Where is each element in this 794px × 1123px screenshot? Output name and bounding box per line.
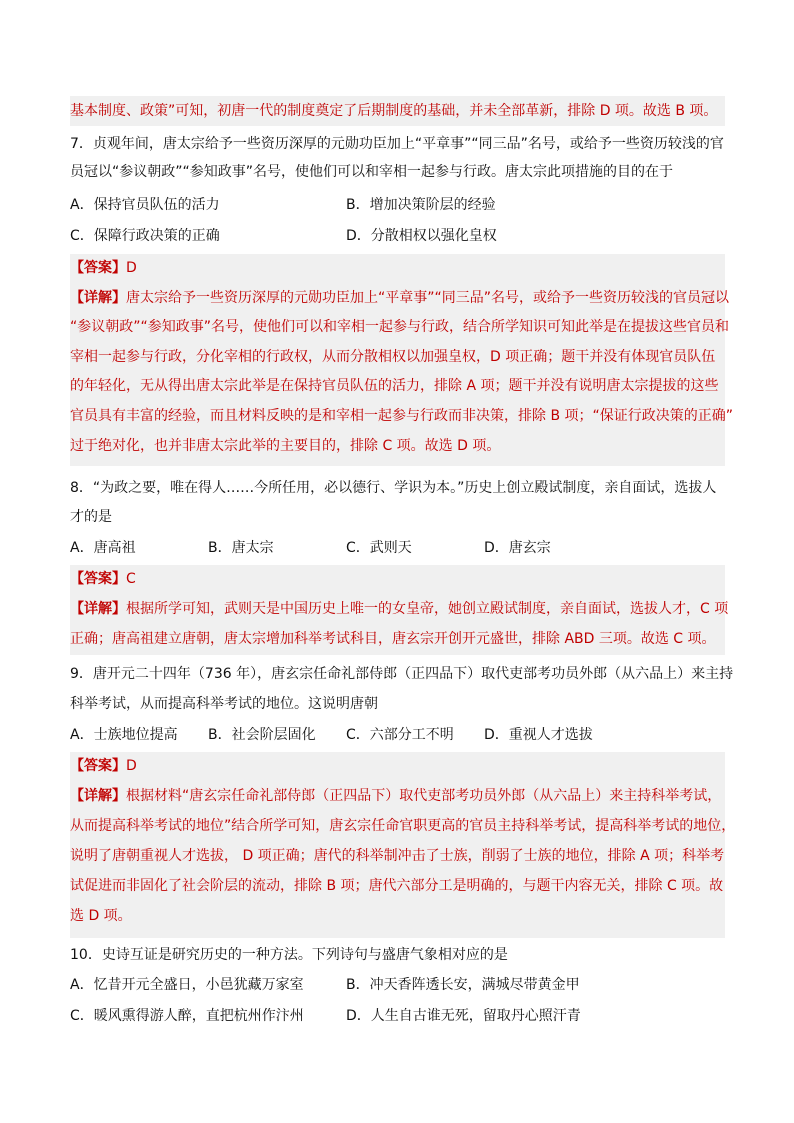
q8-answer-line: 【答案】C xyxy=(70,571,136,587)
q7-detail-line-3: 宰相一起参与行政，分化宰相的行政权，从而分散相权以加强皇权，D 项正确；题干并没有体现官员队伍 xyxy=(70,349,716,365)
q9-stem-line-2: 科举考试，从而提高科举考试的地位。这说明唐朝 xyxy=(70,696,378,712)
q7-option-d: D．分散相权以强化皇权 xyxy=(346,228,497,244)
q7-option-c: C．保障行政决策的正确 xyxy=(70,228,220,244)
answer-tag: 【答案】 xyxy=(70,260,126,276)
q10-option-b: B．冲天香阵透长安，满城尽带黄金甲 xyxy=(346,977,580,993)
prev-answer-block xyxy=(70,96,725,126)
q8-option-b: B．唐太宗 xyxy=(208,540,274,556)
q9-answer-block xyxy=(70,752,736,938)
q7-stem-line-2: 员冠以“参议朝政”“参知政事”名号，使他们可以和宰相一起参与行政。唐太宗此项措施的目的在于 xyxy=(70,164,674,180)
q7-answer-line xyxy=(70,258,137,278)
q9-detail-line-2: 从而提高科举考试的地位”结合所学可知，唐玄宗任命官职更高的官员主持科举考试，提高科举考试的地位， xyxy=(70,818,736,834)
q9-detail-line-1: 【详解】根据材料“唐玄宗任命礼部侍郎（正四品下）取代吏部考功员外郎（从六品上）来主持科举考试， xyxy=(70,788,722,804)
q7-option-a: A．保持官员队伍的活力 xyxy=(70,197,220,213)
q9-answer-value: D xyxy=(126,758,137,774)
q8-stem-line-2: 才的是 xyxy=(70,509,112,525)
q7-detail-line-4: 的年轻化，无从得出唐太宗此举是在保持官员队伍的活力，排除 A 项；题干并没有说明唐太宗提拔的这些 xyxy=(70,378,719,394)
q7-detail-line-5: 官员具有丰富的经验，而且材料反映的是和宰相一起参与行政而非决策，排除 B 项；“保证行政决策的正确” xyxy=(70,408,734,424)
q10-option-d: D．人生自古谁无死，留取丹心照汗青 xyxy=(346,1008,581,1024)
q8-stem-line-1: 8．“为政之要，唯在得人……今所任用，必以德行、学识为本。”历史上创立殿试制度，亲自面试，选拔人 xyxy=(70,480,717,496)
q8-detail-line-2: 正确；唐高祖建立唐朝，唐太宗增加科举考试科目，唐玄宗开创开元盛世，排除 ABD 三项。故选 C 项。 xyxy=(70,631,716,647)
q7-detail-line-2: “参议朝政”“参知政事”名号，使他们可以和宰相一起参与行政，结合所学知识可知此举是在提拔这些官员和 xyxy=(70,319,730,335)
q9-detail-line-4: 试促进而非固化了社会阶层的流动，排除 B 项；唐代六部分工是明确的，与题干内容无关，排除 C 项。故 xyxy=(70,878,724,894)
q8-option-c: C．武则天 xyxy=(346,540,412,556)
q7-option-b: B．增加决策阶层的经验 xyxy=(346,197,496,213)
q7-detail-line-6: 过于绝对化，也并非唐太宗此举的主要目的，排除 C 项。故选 D 项。 xyxy=(70,438,501,454)
q10-option-a: A．忆昔开元全盛日，小邑犹藏万家室 xyxy=(70,977,304,993)
q8-detail-line-1: 【详解】根据所学可知，武则天是中国历史上唯一的女皇帝，她创立殿试制度，亲自面试，选拔人才，C 项 xyxy=(70,601,729,617)
q10-stem-line-1: 10．史诗互证是研究历史的一种方法。下列诗句与盛唐气象相对应的是 xyxy=(70,947,508,963)
q7-answer-value: D xyxy=(126,260,137,276)
q10-option-c: C．暖风熏得游人醉，直把杭州作汴州 xyxy=(70,1008,304,1024)
q9-option-a: A．士族地位提高 xyxy=(70,727,178,743)
q9-option-b: B．社会阶层固化 xyxy=(208,727,316,743)
q9-option-c: C．六部分工不明 xyxy=(346,727,454,743)
q7-answer-block xyxy=(70,254,734,466)
q7-stem-line-1: 7．贞观年间，唐太宗给予一些资历深厚的元勋功臣加上“平章事”“同三品”名号，或给予一些资历较浅的官 xyxy=(70,136,724,152)
detail-tag: 【详解】 xyxy=(70,290,126,306)
q8-option-d: D．唐玄宗 xyxy=(484,540,551,556)
q8-answer-block xyxy=(70,565,729,655)
q9-answer-line: 【答案】D xyxy=(70,758,137,774)
prev-answer-tail: 基本制度、政策”可知，初唐一代的制度奠定了后期制度的基础，并未全部革新，排除 D 项。故选 B 项。 xyxy=(70,103,718,119)
q9-detail-line-3: 说明了唐朝重视人才选拔， D 项正确；唐代的科举制冲击了士族，削弱了士族的地位，排除 A 项；科举考 xyxy=(70,848,725,864)
q8-answer-value: C xyxy=(126,571,136,587)
q9-option-d: D．重视人才选拔 xyxy=(484,727,593,743)
q8-option-a: A．唐高祖 xyxy=(70,540,136,556)
q9-stem-line-1: 9．唐开元二十四年（736 年），唐玄宗任命礼部侍郎（正四品下）取代吏部考功员外郎（从六品上）来主持 xyxy=(70,666,734,682)
q7-detail-line-1: 【详解】唐太宗给予一些资历深厚的元勋功臣加上“平章事”“同三品”名号，或给予一些资历较浅的官员冠以 xyxy=(70,290,730,306)
q9-detail-line-5: 选 D 项。 xyxy=(70,908,132,924)
